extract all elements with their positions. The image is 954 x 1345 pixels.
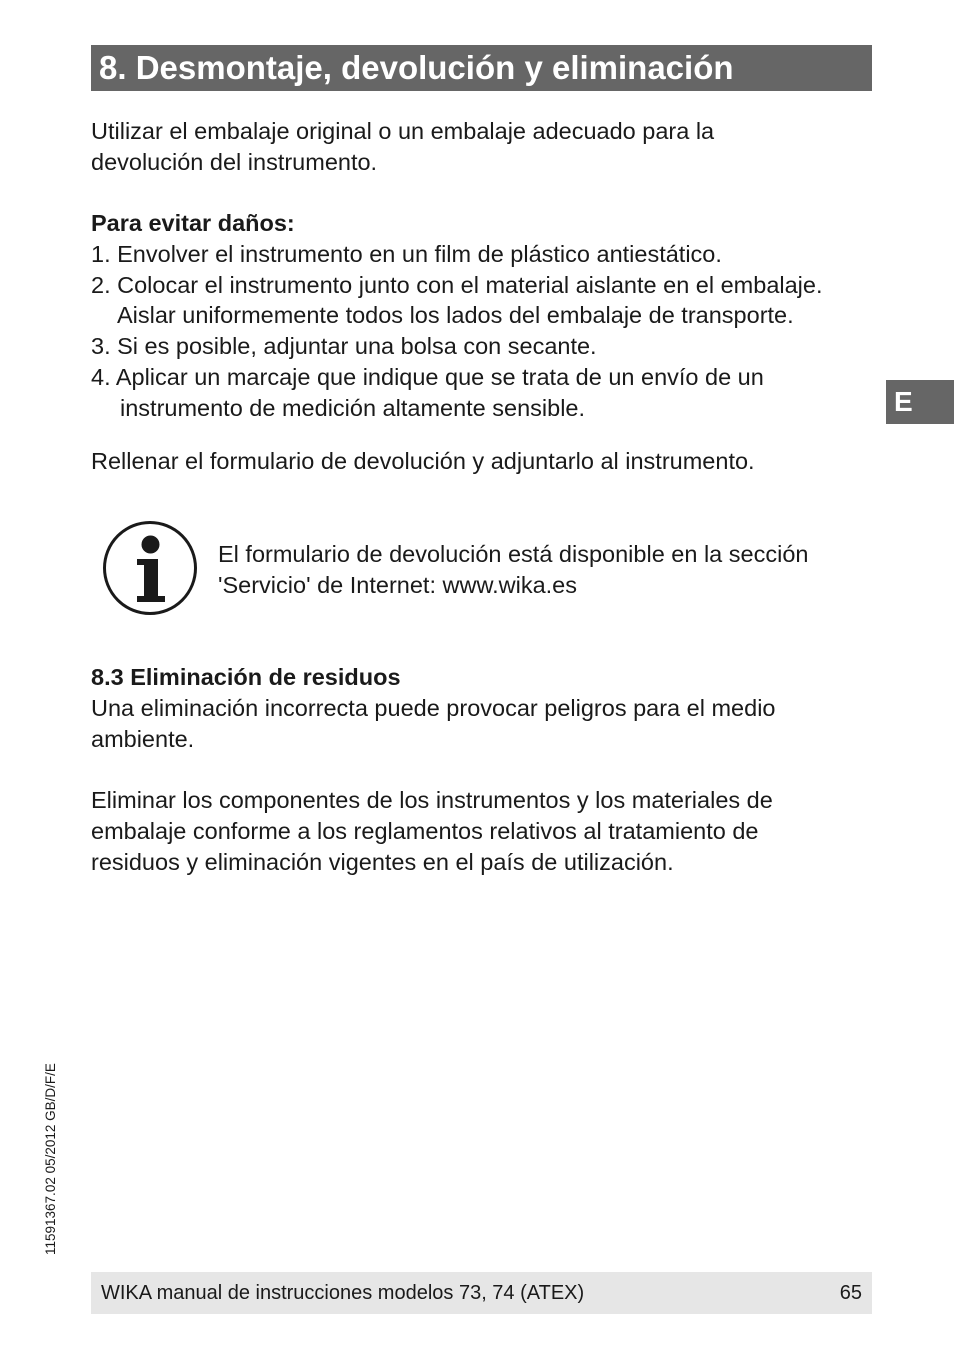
damage-item-1: 1. Envolver el instrumento en un film de plástico antiestático. (91, 241, 722, 267)
disposal-p2-line-2: embalaje conforme a los reglamentos relativos al tratamiento de (91, 818, 759, 844)
footer-text: WIKA manual de instrucciones modelos 73, 74 (ATEX) (101, 1282, 585, 1304)
disposal-heading: 8.3 Eliminación de residuos (91, 664, 401, 690)
disposal-p1-line-2: ambiente. (91, 726, 195, 752)
page-footer (91, 1272, 872, 1314)
intro-line-1: Utilizar el embalaje original o un embalaje adecuado para la (91, 118, 715, 144)
intro-line-2: devolución del instrumento. (91, 149, 378, 175)
damage-item-2-cont: Aislar uniformemente todos los lados del embalaje de transporte. (117, 302, 794, 328)
document-number: 11591367.02 05/2012 GB/D/F/E (43, 1063, 58, 1255)
disposal-p1-line-1: Una eliminación incorrecta puede provocar peligros para el medio (91, 695, 776, 721)
info-icon (102, 520, 198, 616)
page-number: 65 (839, 1282, 862, 1304)
damage-item-4-cont: instrumento de medición altamente sensible. (120, 395, 586, 421)
info-note-line-2: 'Servicio' de Internet: www.wika.es (218, 572, 578, 598)
section-title-bar (91, 45, 872, 91)
disposal-p2-line-1: Eliminar los componentes de los instrumentos y los materiales de (91, 787, 773, 813)
info-note-line-1: El formulario de devolución está disponible en la sección (218, 541, 809, 567)
language-tab: E (886, 380, 954, 424)
damage-item-3: 3. Si es posible, adjuntar una bolsa con secante. (91, 333, 597, 359)
section-title: 8. Desmontaje, devolución y eliminación (99, 49, 734, 86)
damage-item-2: 2. Colocar el instrumento junto con el material aislante en el embalaje. (91, 272, 823, 298)
info-note (218, 539, 808, 601)
disposal-p2-line-3: residuos y eliminación vigentes en el país de utilización. (91, 849, 674, 875)
return-form-text: Rellenar el formulario de devolución y adjuntarlo al instrumento. (91, 448, 755, 474)
damage-item-4: 4. Aplicar un marcaje que indique que se trata de un envío de un (91, 364, 764, 390)
damage-heading: Para evitar daños: (91, 210, 295, 236)
